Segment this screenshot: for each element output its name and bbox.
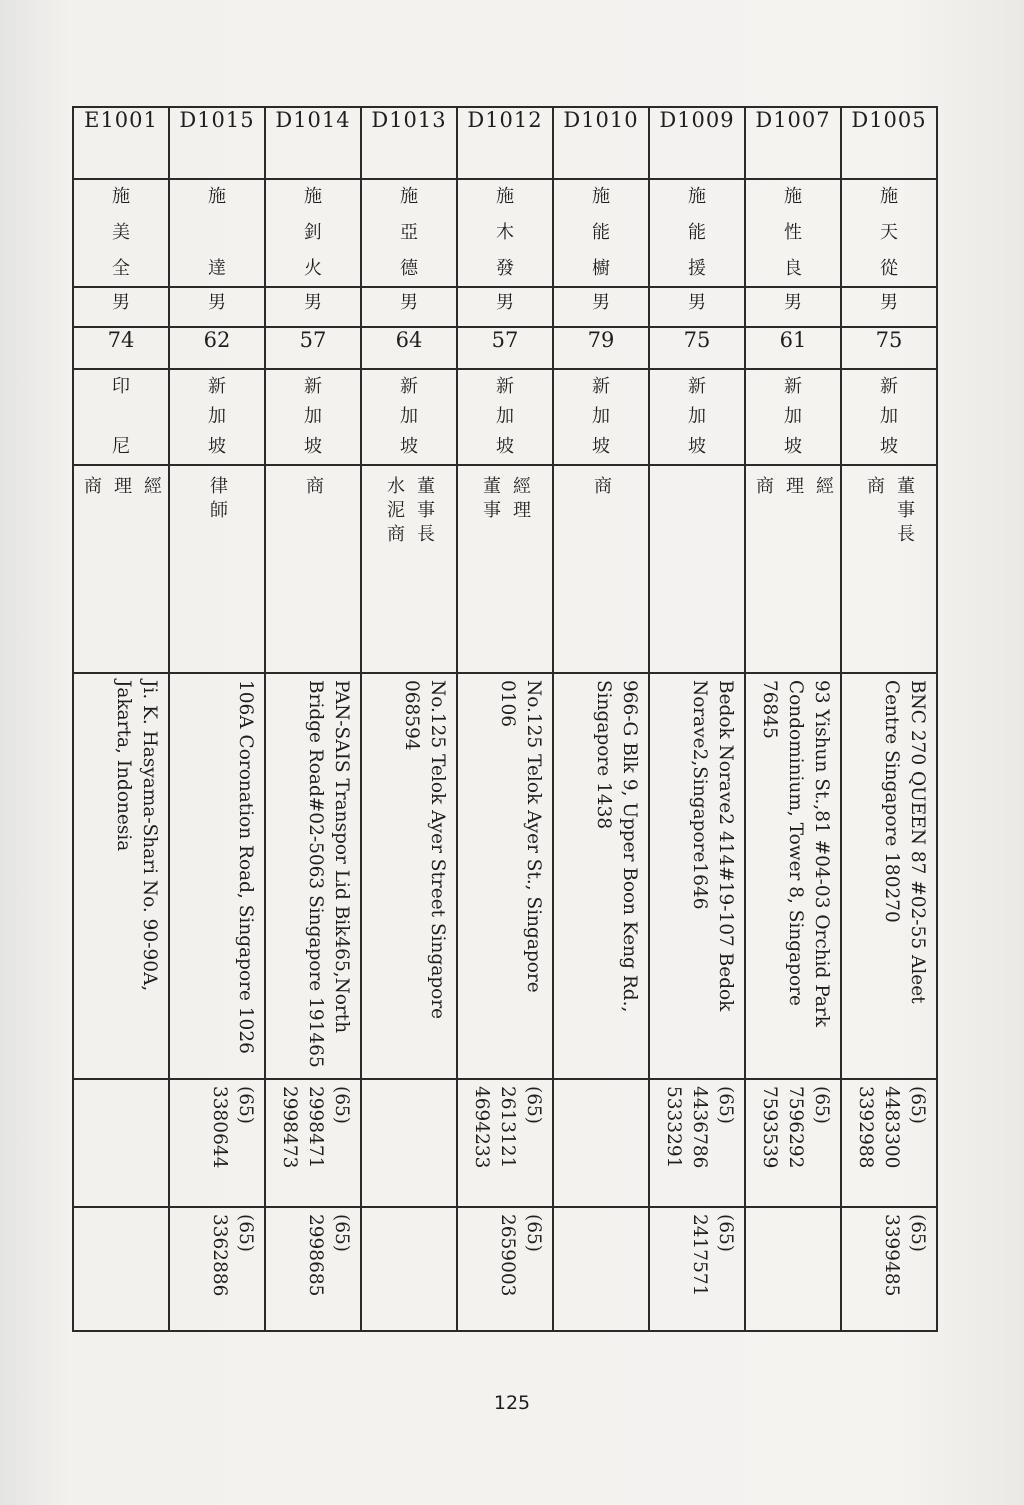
fax-cell-text	[74, 1208, 168, 1330]
address-cell	[73, 673, 169, 1079]
fax-cell-text: (65) 2417571	[689, 1214, 736, 1297]
occupation-text: 律師	[207, 476, 228, 524]
address-cell-text: 93 Yishun St.,81 #04-03 Orchid Park Condominium, Tower 8, Singapore 76845	[759, 680, 832, 1027]
fax-cell	[649, 1207, 745, 1331]
occupation-text: 商	[753, 476, 774, 500]
fax-cell	[457, 1207, 553, 1331]
code-cell: D1007	[745, 107, 841, 179]
name-stack	[650, 180, 744, 286]
name-char: 性	[784, 222, 802, 243]
name-cell	[169, 179, 265, 287]
fax-cell-text	[362, 1208, 456, 1330]
nationality-char: 加	[496, 406, 514, 427]
name-char: 施	[592, 186, 610, 207]
occupation-group	[746, 466, 840, 500]
code-cell: D1015	[169, 107, 265, 179]
occupation-text: 董事	[480, 476, 501, 524]
nationality-cell	[841, 369, 937, 465]
address-cell-wrap	[650, 674, 744, 1078]
directory-table	[72, 106, 938, 1332]
age-cell: 62	[169, 327, 265, 369]
occupation-cell	[457, 465, 553, 673]
age-row	[73, 327, 937, 369]
nationality-char: 新	[784, 376, 802, 397]
address-cell-text: Ji. K. Hasyama-Shari No. 90-90A, Jakarta, Indonesia	[113, 680, 160, 992]
occupation-text: 經	[141, 476, 162, 500]
phone-cell-wrap	[842, 1080, 936, 1206]
code-cell: D1014	[265, 107, 361, 179]
sex-cell: 男	[73, 287, 169, 327]
fax-cell	[265, 1207, 361, 1331]
fax-cell	[169, 1207, 265, 1331]
nationality-char: 加	[880, 406, 898, 427]
address-row	[73, 673, 937, 1079]
nationality-char: 坡	[784, 436, 802, 457]
sex-cell: 男	[457, 287, 553, 327]
name-char: 施	[208, 186, 226, 207]
sex-cell: 男	[169, 287, 265, 327]
nationality-cell	[265, 369, 361, 465]
address-cell	[745, 673, 841, 1079]
fax-cell-text: (65) 2659003	[497, 1214, 544, 1297]
code-cell: D1013	[361, 107, 457, 179]
nationality-stack	[362, 370, 456, 464]
code-row	[73, 107, 937, 179]
phone-cell	[169, 1079, 265, 1207]
nationality-cell	[649, 369, 745, 465]
nationality-char: 加	[592, 406, 610, 427]
nationality-char: 坡	[496, 436, 514, 457]
occupation-row	[73, 465, 937, 673]
fax-cell-wrap	[650, 1208, 744, 1330]
address-cell-text: No.125 Telok Ayer St., Singapore 0106	[497, 680, 544, 993]
address-cell-wrap	[170, 674, 264, 1078]
name-char: 良	[784, 258, 802, 279]
address-cell-text: No.125 Telok Ayer Street Singapore 068594	[401, 680, 448, 1020]
nationality-row	[73, 369, 937, 465]
nationality-stack	[842, 370, 936, 464]
name-cell	[841, 179, 937, 287]
occupation-group	[458, 466, 552, 524]
nationality-char: 加	[784, 406, 802, 427]
sex-row	[73, 287, 937, 327]
nationality-char: 坡	[880, 436, 898, 457]
name-cell	[73, 179, 169, 287]
age-cell: 75	[841, 327, 937, 369]
address-cell-wrap	[746, 674, 840, 1078]
name-char: 火	[304, 258, 322, 279]
address-cell	[169, 673, 265, 1079]
age-cell: 64	[361, 327, 457, 369]
address-cell	[457, 673, 553, 1079]
occupation-cell	[265, 465, 361, 673]
code-cell: D1012	[457, 107, 553, 179]
fax-cell	[361, 1207, 457, 1331]
name-char: 發	[496, 258, 514, 279]
age-cell: 57	[457, 327, 553, 369]
occupation-cell	[553, 465, 649, 673]
occupation-text: 董事長	[414, 476, 435, 548]
phone-cell-wrap	[266, 1080, 360, 1206]
name-stack	[746, 180, 840, 286]
phone-cell	[841, 1079, 937, 1207]
name-row	[73, 179, 937, 287]
code-cell: E1001	[73, 107, 169, 179]
nationality-stack	[266, 370, 360, 464]
sex-cell: 男	[841, 287, 937, 327]
name-char: 施	[112, 186, 130, 207]
phone-cell	[457, 1079, 553, 1207]
name-cell	[265, 179, 361, 287]
nationality-stack	[554, 370, 648, 464]
name-char: 櫥	[592, 258, 610, 279]
name-char: 美	[112, 222, 130, 243]
nationality-cell	[457, 369, 553, 465]
address-cell	[361, 673, 457, 1079]
name-char: 木	[496, 222, 514, 243]
age-cell: 74	[73, 327, 169, 369]
name-cell	[745, 179, 841, 287]
occupation-group	[554, 466, 648, 500]
sex-cell: 男	[265, 287, 361, 327]
nationality-char: 尼	[112, 436, 130, 457]
address-cell-text: BNC 270 QUEEN 87 #02-55 Aleet Centre Singapore 180270	[881, 680, 928, 1004]
occupation-text: 商	[591, 476, 612, 500]
fax-cell-wrap	[74, 1208, 168, 1330]
address-cell-text: PAN-SAIS Transpor Lid Bik465,North Bridge Road#02-5063 Singapore 191465	[305, 680, 352, 1068]
nationality-char: 新	[880, 376, 898, 397]
nationality-char: 加	[304, 406, 322, 427]
occupation-group	[842, 466, 936, 548]
phone-cell-wrap	[458, 1080, 552, 1206]
name-char: 施	[496, 186, 514, 207]
code-cell: D1009	[649, 107, 745, 179]
phone-cell-text: (65) 4483300 3392988	[855, 1086, 928, 1169]
phone-cell-text: (65) 3380644	[209, 1086, 256, 1169]
fax-cell	[553, 1207, 649, 1331]
phone-cell-wrap	[746, 1080, 840, 1206]
nationality-cell	[553, 369, 649, 465]
phone-cell-text: (65) 2998471 2998473	[279, 1086, 352, 1169]
occupation-text: 經	[813, 476, 834, 500]
nationality-char: 坡	[400, 436, 418, 457]
fax-cell-text: (65) 3362886	[209, 1214, 256, 1297]
phone-row	[73, 1079, 937, 1207]
nationality-cell	[361, 369, 457, 465]
phone-cell	[361, 1079, 457, 1207]
name-char: 釗	[304, 222, 322, 243]
nationality-stack	[74, 370, 168, 464]
occupation-text: 董事長	[894, 476, 915, 548]
phone-cell-wrap	[554, 1080, 648, 1206]
name-cell	[553, 179, 649, 287]
nationality-char: 加	[208, 406, 226, 427]
name-stack	[554, 180, 648, 286]
occupation-group	[650, 466, 744, 476]
phone-cell-text	[554, 1080, 648, 1206]
phone-cell-text	[362, 1080, 456, 1206]
fax-cell-wrap	[362, 1208, 456, 1330]
name-char: 亞	[400, 222, 418, 243]
occupation-cell	[649, 465, 745, 673]
occupation-text: 理	[111, 476, 132, 500]
code-cell: D1005	[841, 107, 937, 179]
nationality-char: 加	[400, 406, 418, 427]
address-cell-text: 106A Coronation Road, Singapore 1026	[235, 680, 256, 1054]
occupation-cell	[361, 465, 457, 673]
phone-cell	[265, 1079, 361, 1207]
fax-cell-wrap	[554, 1208, 648, 1330]
occupation-cell	[841, 465, 937, 673]
nationality-char: 加	[688, 406, 706, 427]
occupation-cell	[169, 465, 265, 673]
nationality-stack	[650, 370, 744, 464]
name-char: 從	[880, 258, 898, 279]
sex-cell: 男	[553, 287, 649, 327]
nationality-char: 坡	[592, 436, 610, 457]
phone-cell-wrap	[362, 1080, 456, 1206]
name-char: 施	[880, 186, 898, 207]
name-char: 能	[592, 222, 610, 243]
occupation-text: 經理	[510, 476, 531, 524]
name-char: 援	[688, 258, 706, 279]
nationality-char: 新	[400, 376, 418, 397]
address-cell	[553, 673, 649, 1079]
nationality-char: 新	[592, 376, 610, 397]
phone-cell-wrap	[650, 1080, 744, 1206]
address-cell-wrap	[842, 674, 936, 1078]
age-cell: 75	[649, 327, 745, 369]
address-cell-text: 966-G Blk 9, Upper Boon Keng Rd., Singapore 1438	[593, 680, 640, 1013]
fax-cell-text: (65) 2998685	[305, 1214, 352, 1297]
occupation-text: 商	[81, 476, 102, 500]
page-number: 125	[493, 1392, 531, 1414]
nationality-char: 新	[304, 376, 322, 397]
address-cell-wrap	[74, 674, 168, 1078]
nationality-stack	[458, 370, 552, 464]
nationality-char: 新	[496, 376, 514, 397]
name-char: 能	[688, 222, 706, 243]
nationality-char: 印	[112, 376, 130, 397]
phone-cell-text: (65) 2613121 4694233	[471, 1086, 544, 1169]
fax-cell-text	[746, 1208, 840, 1330]
phone-cell-wrap	[170, 1080, 264, 1206]
address-cell	[649, 673, 745, 1079]
name-char: 天	[880, 222, 898, 243]
name-stack	[362, 180, 456, 286]
phone-cell-text	[74, 1080, 168, 1206]
address-cell-wrap	[362, 674, 456, 1078]
fax-cell-wrap	[170, 1208, 264, 1330]
nationality-cell	[169, 369, 265, 465]
nationality-char: 坡	[688, 436, 706, 457]
nationality-stack	[170, 370, 264, 464]
occupation-cell	[745, 465, 841, 673]
occupation-text: 理	[783, 476, 804, 500]
occupation-text: 商	[303, 476, 324, 500]
name-cell	[649, 179, 745, 287]
nationality-char: 新	[208, 376, 226, 397]
phone-cell	[73, 1079, 169, 1207]
phone-cell	[553, 1079, 649, 1207]
occupation-group	[362, 466, 456, 548]
name-stack	[266, 180, 360, 286]
occupation-text: 水泥商	[384, 476, 405, 548]
sex-cell: 男	[745, 287, 841, 327]
nationality-cell	[745, 369, 841, 465]
name-char: 達	[208, 258, 226, 279]
address-cell	[841, 673, 937, 1079]
fax-cell-text	[554, 1208, 648, 1330]
nationality-char: 新	[688, 376, 706, 397]
name-char: 德	[400, 258, 418, 279]
sex-cell: 男	[361, 287, 457, 327]
sex-cell: 男	[649, 287, 745, 327]
age-cell: 57	[265, 327, 361, 369]
name-stack	[170, 180, 264, 286]
occupation-cell	[73, 465, 169, 673]
address-cell-wrap	[266, 674, 360, 1078]
fax-cell-wrap	[746, 1208, 840, 1330]
occupation-text: 商	[864, 476, 885, 500]
occupation-group	[266, 466, 360, 500]
occupation-group	[74, 466, 168, 500]
occupation-group	[170, 466, 264, 524]
name-char: 施	[304, 186, 322, 207]
name-stack	[458, 180, 552, 286]
age-cell: 79	[553, 327, 649, 369]
name-char: 施	[688, 186, 706, 207]
name-stack	[842, 180, 936, 286]
fax-cell	[841, 1207, 937, 1331]
name-cell	[361, 179, 457, 287]
name-char: 全	[112, 258, 130, 279]
code-cell: D1010	[553, 107, 649, 179]
phone-cell-wrap	[74, 1080, 168, 1206]
address-cell	[265, 673, 361, 1079]
nationality-cell	[73, 369, 169, 465]
phone-cell	[649, 1079, 745, 1207]
phone-cell-text: (65) 7596292 7593539	[759, 1086, 832, 1169]
fax-row	[73, 1207, 937, 1331]
name-cell	[457, 179, 553, 287]
phone-cell-text: (65) 4436786 5333291	[663, 1086, 736, 1169]
nationality-stack	[746, 370, 840, 464]
address-cell-wrap	[458, 674, 552, 1078]
address-cell-text: Bedok Norave2 414#19-107 Bedok Norave2,Singapore1646	[689, 680, 736, 1012]
fax-cell-wrap	[266, 1208, 360, 1330]
name-stack	[74, 180, 168, 286]
name-char: 施	[400, 186, 418, 207]
nationality-char: 坡	[304, 436, 322, 457]
phone-cell	[745, 1079, 841, 1207]
fax-cell	[745, 1207, 841, 1331]
nationality-char: 坡	[208, 436, 226, 457]
fax-cell	[73, 1207, 169, 1331]
name-char: 施	[784, 186, 802, 207]
fax-cell-wrap	[458, 1208, 552, 1330]
address-cell-wrap	[554, 674, 648, 1078]
fax-cell-text: (65) 3399485	[881, 1214, 928, 1297]
fax-cell-wrap	[842, 1208, 936, 1330]
age-cell: 61	[745, 327, 841, 369]
